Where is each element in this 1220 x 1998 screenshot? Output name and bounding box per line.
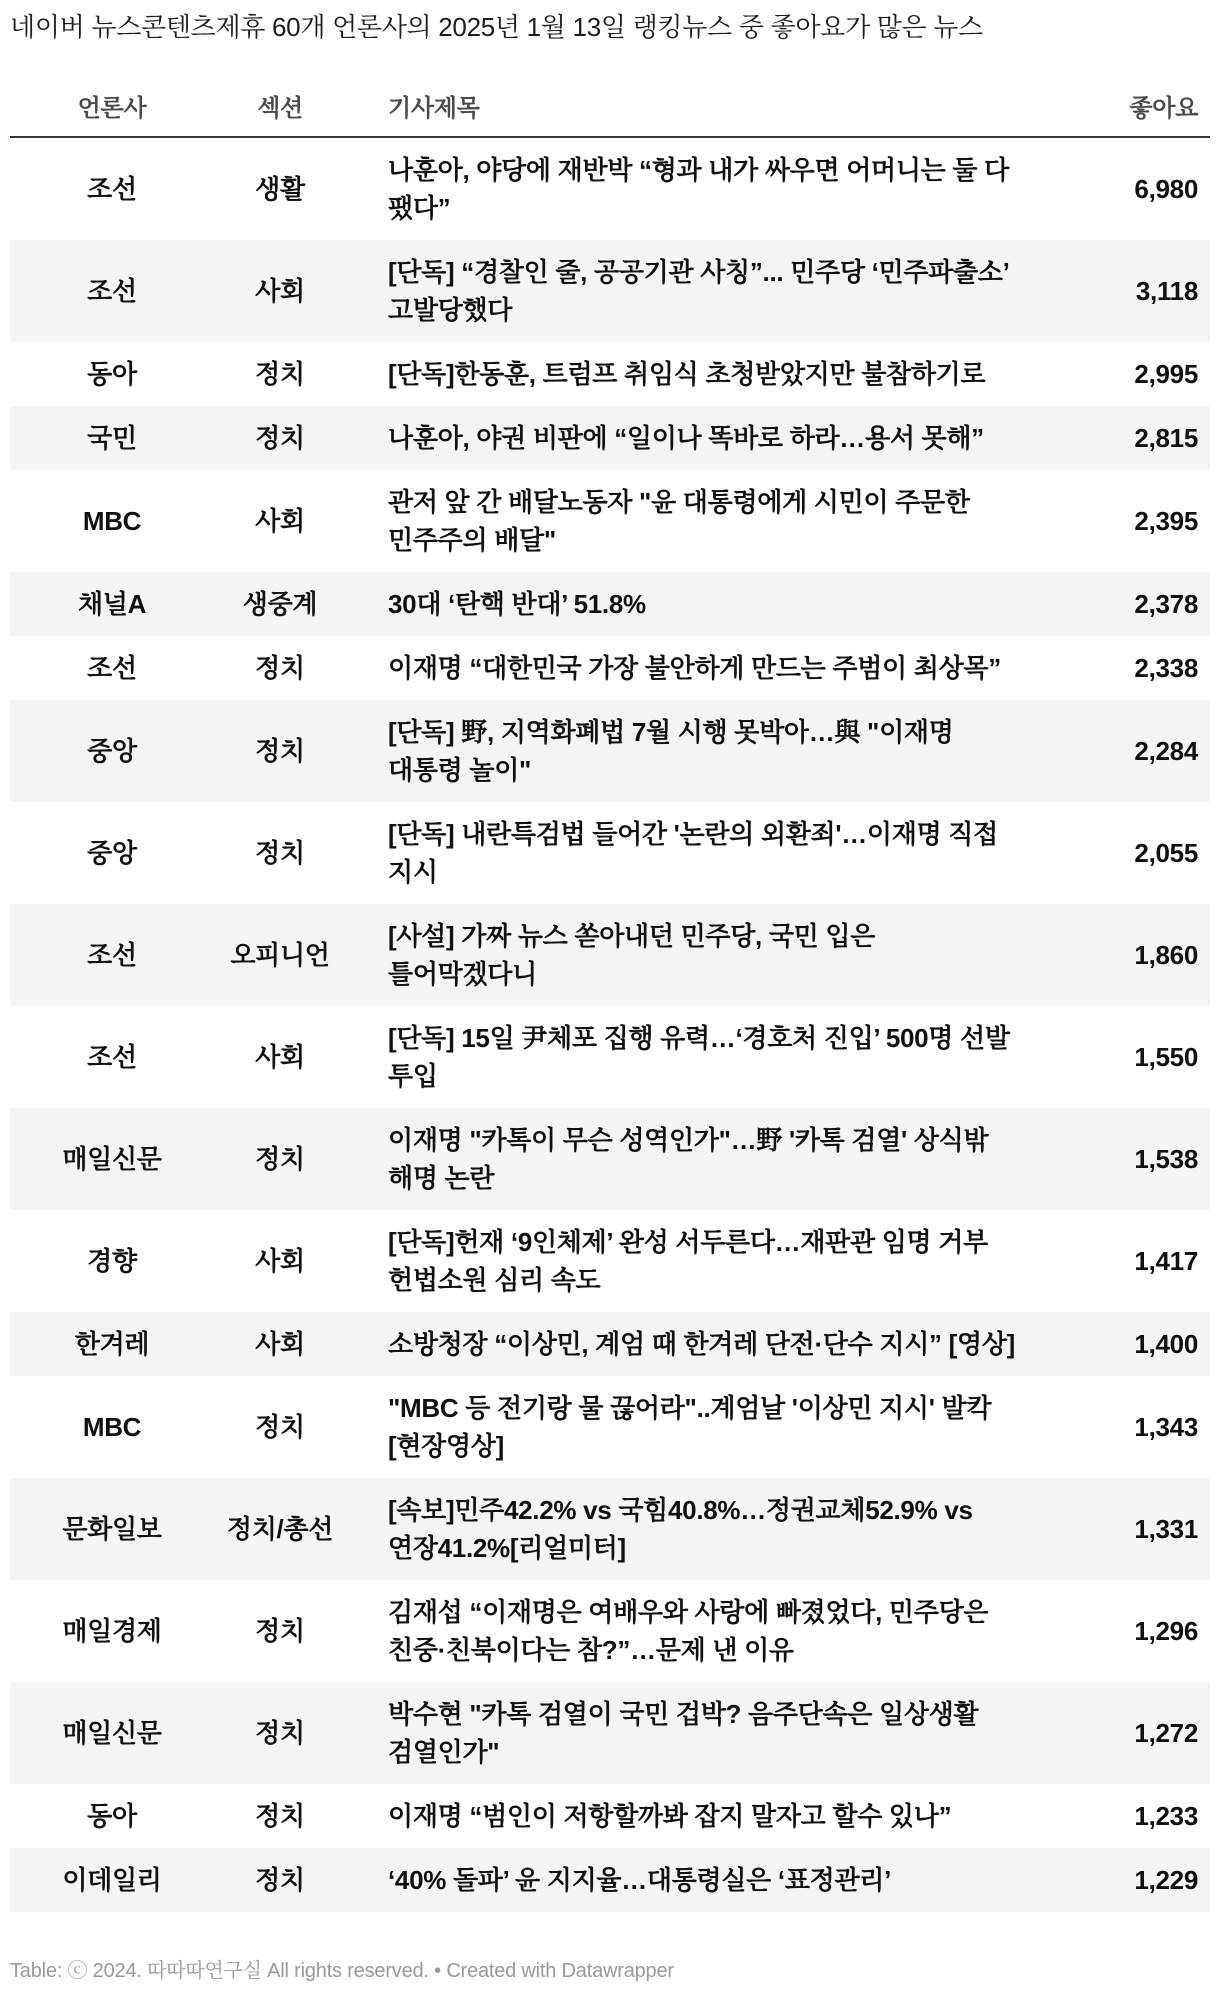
- article-title-cell: 나훈아, 야권 비판에 “일이나 똑바로 하라…용서 못해”: [388, 423, 984, 453]
- column-header-outlet: 언론사: [10, 88, 214, 137]
- table-row: [10, 1784, 1210, 1848]
- table-row: [10, 1312, 1210, 1376]
- section-cell: 사회: [255, 506, 305, 536]
- footer-source-link: 따따따연구실 All rights reserved.: [147, 1960, 429, 1982]
- likes-cell: 2,395: [1134, 506, 1198, 536]
- article-title-cell: 박수현 "카톡 검열이 국민 겁박? 음주단속은 일상생활 검열인가": [388, 1699, 979, 1767]
- table-row: [10, 1580, 1210, 1682]
- ranking-news-table: [10, 88, 1210, 1912]
- section-cell: 사회: [255, 1246, 305, 1276]
- outlet-cell: 이데일리: [62, 1865, 162, 1895]
- table-row: [10, 406, 1210, 470]
- outlet-cell: 문화일보: [62, 1514, 162, 1544]
- outlet-cell: 동아: [87, 359, 137, 389]
- likes-cell: 2,995: [1134, 359, 1198, 389]
- likes-cell: 6,980: [1134, 174, 1198, 204]
- outlet-cell: 국민: [87, 423, 137, 453]
- outlet-cell: 조선: [87, 1042, 137, 1072]
- likes-cell: 1,331: [1134, 1514, 1198, 1544]
- section-cell: 정치: [255, 1616, 305, 1646]
- table-row: [10, 1682, 1210, 1784]
- likes-cell: 1,550: [1134, 1042, 1198, 1072]
- column-header-article-title: 기사제목: [346, 88, 1060, 137]
- table-row: [10, 904, 1210, 1006]
- section-cell: 정치: [255, 1801, 305, 1831]
- likes-cell: 1,400: [1134, 1329, 1198, 1359]
- article-title-cell: [단독] 野, 지역화폐법 7월 시행 못박아…與 "이재명 대통령 놀이": [388, 717, 954, 785]
- article-title-cell: ‘40% 돌파’ 윤 지지율…대통령실은 ‘표정관리’: [388, 1865, 892, 1895]
- section-cell: 정치/총선: [226, 1514, 334, 1544]
- likes-cell: 2,055: [1134, 838, 1198, 868]
- section-cell: 정치: [255, 1144, 305, 1174]
- article-title-cell: [단독] “경찰인 줄, 공공기관 사칭”... 민주당 ‘민주파출소’ 고발당했다: [388, 257, 1009, 325]
- outlet-cell: 조선: [87, 174, 137, 204]
- likes-cell: 3,118: [1135, 276, 1198, 306]
- section-cell: 정치: [255, 1718, 305, 1748]
- article-title-cell: 소방청장 “이상민, 계엄 때 한겨레 단전·단수 지시” [영상]: [388, 1329, 1016, 1359]
- article-title-cell: 이재명 "카톡이 무슨 성역인가"…野 '카톡 검열' 상식밖 해명 논란: [388, 1125, 989, 1193]
- table-row: [10, 1478, 1210, 1580]
- table-row: [10, 1848, 1210, 1912]
- likes-cell: 1,343: [1134, 1412, 1198, 1442]
- likes-cell: 2,284: [1134, 736, 1198, 766]
- page-title: 네이버 뉴스콘텐츠제휴 60개 언론사의 2025년 1월 13일 랭킹뉴스 중 좋아요가 많은 뉴스: [10, 12, 983, 42]
- likes-cell: 1,417: [1134, 1246, 1198, 1276]
- outlet-cell: 매일신문: [62, 1718, 162, 1748]
- outlet-cell: 매일경제: [62, 1616, 162, 1646]
- article-title-cell: "MBC 등 전기랑 물 끊어라"..계엄날 '이상민 지시' 발칵 [현장영상]: [388, 1393, 992, 1461]
- article-title-cell: [사설] 가짜 뉴스 쏟아내던 민주당, 국민 입은 틀어막겠다니: [388, 921, 876, 989]
- table-row: [10, 240, 1210, 342]
- table-row: [10, 700, 1210, 802]
- likes-cell: 1,229: [1134, 1865, 1198, 1895]
- header-row: [10, 88, 1210, 137]
- outlet-cell: 조선: [87, 653, 137, 683]
- article-title-cell: 김재섭 “이재명은 여배우와 사랑에 빠졌었다, 민주당은 친중·친북이다는 참?”…문제 낸 이유: [388, 1597, 989, 1665]
- likes-cell: 1,296: [1134, 1616, 1198, 1646]
- likes-cell: 1,233: [1134, 1801, 1198, 1831]
- likes-cell: 2,338: [1134, 653, 1198, 683]
- table-row: [10, 137, 1210, 240]
- article-title-cell: [단독]한동훈, 트럼프 취임식 초청받았지만 불참하기로: [388, 359, 986, 389]
- section-cell: 정치: [255, 838, 305, 868]
- table-row: [10, 572, 1210, 636]
- outlet-cell: 매일신문: [62, 1144, 162, 1174]
- section-cell: 정치: [255, 1412, 305, 1442]
- article-title-cell: 이재명 “대한민국 가장 불안하게 만드는 주범이 최상목”: [388, 653, 1001, 683]
- outlet-cell: 채널A: [77, 589, 147, 619]
- table-header: [10, 88, 1210, 137]
- outlet-cell: 경향: [87, 1246, 137, 1276]
- section-cell: 사회: [255, 1329, 305, 1359]
- column-header-likes: 좋아요: [1060, 88, 1210, 137]
- table-row: [10, 1006, 1210, 1108]
- table-row: [10, 342, 1210, 406]
- section-cell: 정치: [255, 736, 305, 766]
- table-row: [10, 1108, 1210, 1210]
- likes-cell: 1,860: [1134, 940, 1198, 970]
- footer-separator: •: [428, 1960, 447, 1982]
- likes-cell: 2,378: [1134, 589, 1198, 619]
- section-cell: 사회: [255, 276, 305, 306]
- section-cell: 생활: [255, 174, 305, 204]
- table-row: [10, 1210, 1210, 1312]
- section-cell: 오피니언: [230, 940, 330, 970]
- table-row: [10, 470, 1210, 572]
- article-title-cell: [단독]헌재 ‘9인체제’ 완성 서두른다…재판관 임명 거부 헌법소원 심리 속도: [388, 1227, 988, 1295]
- column-header-section: 섹션: [214, 88, 346, 137]
- outlet-cell: 조선: [87, 276, 137, 306]
- table-row: [10, 802, 1210, 904]
- table-row: [10, 636, 1210, 700]
- footer-prefix: Table: ⓒ 2024.: [10, 1960, 148, 1982]
- section-cell: 정치: [255, 653, 305, 683]
- outlet-cell: MBC: [82, 506, 142, 536]
- table-row: [10, 1376, 1210, 1478]
- datawrapper-credit-link[interactable]: Created with Datawrapper: [446, 1960, 674, 1982]
- article-title-cell: 이재명 “범인이 저항할까봐 잡지 말자고 할수 있나”: [388, 1801, 952, 1831]
- section-cell: 정치: [255, 423, 305, 453]
- likes-cell: 1,272: [1134, 1718, 1198, 1748]
- section-cell: 정치: [255, 359, 305, 389]
- outlet-cell: MBC: [82, 1412, 142, 1442]
- likes-cell: 2,815: [1134, 423, 1198, 453]
- article-title-cell: 나훈아, 야당에 재반박 “형과 내가 싸우면 어머니는 둘 다 팼다”: [388, 155, 1009, 223]
- outlet-cell: 중앙: [87, 838, 137, 868]
- article-title-cell: 관저 앞 간 배달노동자 "윤 대통령에게 시민이 주문한 민주주의 배달": [388, 487, 970, 555]
- article-title-cell: [단독] 15일 尹체포 집행 유력…‘경호처 진입’ 500명 선발 투입: [388, 1023, 1010, 1091]
- table-footer: [10, 1958, 1210, 1998]
- section-cell: 정치: [255, 1865, 305, 1895]
- table-body: [10, 137, 1210, 1912]
- outlet-cell: 한겨레: [74, 1329, 150, 1359]
- section-cell: 사회: [255, 1042, 305, 1072]
- outlet-cell: 중앙: [87, 736, 137, 766]
- section-cell: 생중계: [242, 589, 318, 619]
- article-title-cell: 30대 ‘탄핵 반대’ 51.8%: [388, 589, 646, 619]
- outlet-cell: 동아: [87, 1801, 137, 1831]
- article-title-cell: [속보]민주42.2% vs 국힘40.8%…정권교체52.9% vs 연장41.2%[리얼미터]: [388, 1495, 973, 1563]
- article-title-cell: [단독] 내란특검법 들어간 '논란의 외환죄'…이재명 직접 지시: [388, 819, 998, 887]
- outlet-cell: 조선: [87, 940, 137, 970]
- likes-cell: 1,538: [1134, 1144, 1198, 1174]
